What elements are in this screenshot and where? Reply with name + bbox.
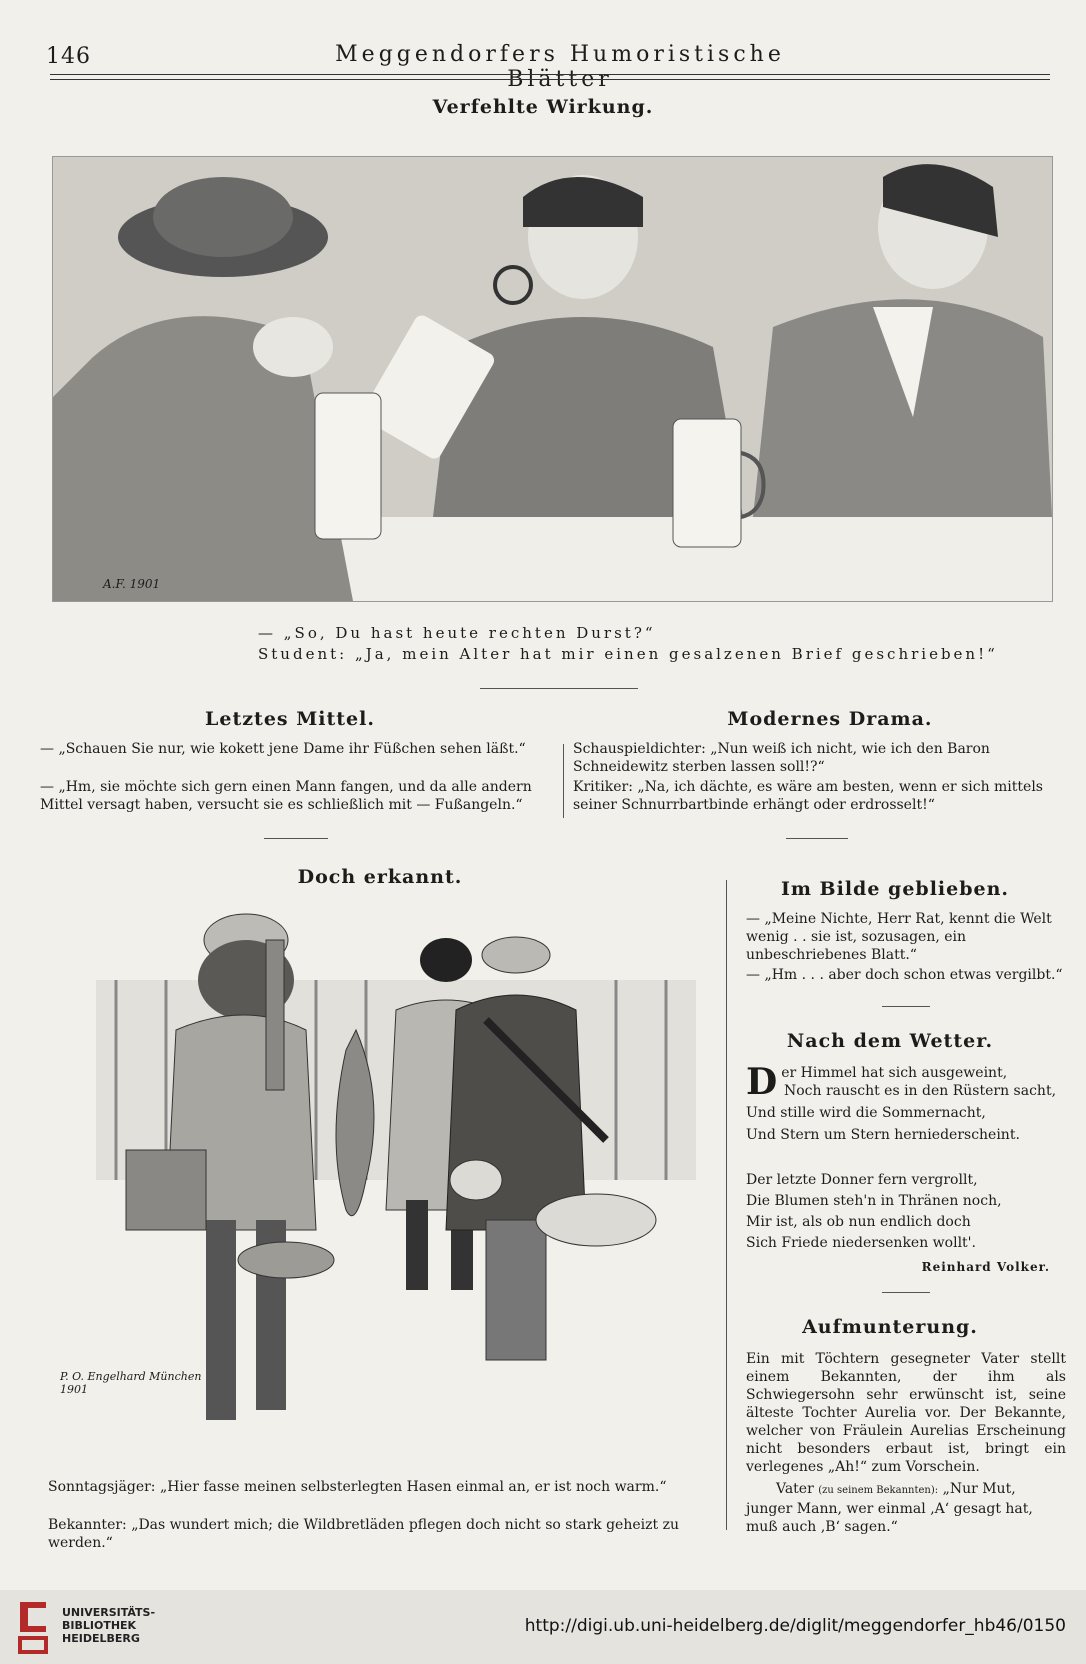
column-divider xyxy=(563,744,564,818)
university-logo-text xyxy=(62,1606,155,1645)
doch-erkannt-illustration xyxy=(56,900,712,1470)
poem-line: Die Blumen steh'n in Thränen noch, xyxy=(746,1193,1002,1209)
poem-dropcap: D xyxy=(746,1061,778,1103)
doch-erkannt-line-1: Sonntagsjäger: „Hier fasse meinen selbsterlegten Hasen einmal an, er ist noch warm.“ xyxy=(48,1479,667,1495)
cartoon1-illustration xyxy=(52,156,1053,602)
quote-text: „Nur Mut, junger Mann, wer einmal ‚A‘ gesagt hat, muß auch ‚B‘ sagen.“ xyxy=(746,1481,1033,1535)
header-rule-top xyxy=(50,74,1050,75)
poem-line: er Himmel hat sich ausgeweint, xyxy=(781,1065,1008,1081)
divider xyxy=(264,838,328,839)
im-bilde-line-2: — „Hm . . . aber doch schon etwas vergilbt.“ xyxy=(746,967,1063,983)
source-url-link[interactable]: http://digi.ub.uni-heidelberg.de/diglit/meggendorfer_hb46/0150 xyxy=(524,1616,1066,1636)
doch-erkannt-line-2: Bekannter: „Das wundert mich; die Wildbretläden pflegen doch nicht so stark geheizt zu werden.“ xyxy=(48,1517,679,1551)
letztes-mittel-line-1: — „Schauen Sie nur, wie kokett jene Dame ihr Füßchen sehen läßt.“ xyxy=(40,741,526,757)
cartoon1-caption-2: Student: „Ja, mein Alter hat mir einen gesalzenen Brief geschrieben!“ xyxy=(258,645,998,663)
header-rule-bottom xyxy=(50,79,1050,80)
cartoon1-caption-1: — „So, Du hast heute rechten Durst?“ xyxy=(258,624,656,642)
quote-aside: (zu seinem Bekannten): xyxy=(818,1485,939,1496)
modernes-drama-line-1: Schauspieldichter: „Nun weiß ich nicht, wie ich den Baron Schneidewitz sterben lassen soll!?“ xyxy=(573,741,990,775)
tavern-scene-drawing xyxy=(53,157,1052,601)
nach-dem-wetter-title: Nach dem Wetter. xyxy=(786,1030,994,1052)
im-bilde-line-1: — „Meine Nichte, Herr Rat, kennt die Welt wenig . . sie ist, sozusagen, ein unbeschriebenes Blatt.“ xyxy=(746,911,1052,963)
divider xyxy=(480,688,638,689)
aufmunterung-text: Ein mit Töchtern gesegneter Vater stellt einem Bekannten, der ihm als Schwiegersohn sehr erwünscht ist, seine älteste Tochter Aurelia vor. Der Bekannte, welcher von Fräulein Aurelias Erscheinung nicht besonders erbaut ist, bringt ein verlegenes „Ah!“ zum Vorschein. xyxy=(746,1351,1066,1475)
poem-line: Und stille wird die Sommernacht, xyxy=(746,1105,986,1121)
poem-line: Mir ist, als ob nun endlich doch xyxy=(746,1214,971,1230)
publication-title: Meggendorfers Humoristische Blätter xyxy=(335,42,785,92)
doch-erkannt-title: Doch erkannt. xyxy=(297,866,463,888)
poem-line: Der letzte Donner fern vergrollt, xyxy=(746,1172,978,1188)
poem-line: Noch rauscht es in den Rüstern sacht, xyxy=(784,1083,1057,1099)
poem-stanza-1 xyxy=(746,1061,1066,1144)
doch-erkannt-signature: P. O. Engelhard München 1901 xyxy=(60,1370,202,1396)
divider xyxy=(882,1292,930,1293)
aufmunterung-quote-block xyxy=(746,1480,1066,1536)
poem-author: Reinhard Volker. xyxy=(921,1260,1050,1274)
logo-line: UNIVERSITÄTS- xyxy=(62,1606,156,1619)
im-bilde-title: Im Bilde geblieben. xyxy=(780,878,1010,900)
logo-line: BIBLIOTHEK xyxy=(62,1619,137,1632)
poem-stanza-2 xyxy=(746,1170,1066,1254)
column-divider-right xyxy=(726,880,727,1530)
modernes-drama-line-2: Kritiker: „Na, ich dächte, es wäre am besten, wenn er sich mittels seiner Schnurrbartbinde erhängt oder erdrosselt!“ xyxy=(573,779,1043,813)
aufmunterung-title: Aufmunterung. xyxy=(802,1316,978,1338)
cartoon1-title: Verfehlte Wirkung. xyxy=(432,96,654,118)
poem-line: Und Stern um Stern herniederscheint. xyxy=(746,1127,1020,1143)
modernes-drama-title: Modernes Drama. xyxy=(727,708,933,730)
divider xyxy=(786,838,848,839)
cartoon1-signature: A.F. 1901 xyxy=(103,577,161,591)
page-number: 146 xyxy=(46,44,91,69)
poem-line: Sich Friede niedersenken wollt'. xyxy=(746,1235,976,1251)
university-logo-icon xyxy=(16,1598,52,1656)
letztes-mittel-title: Letztes Mittel. xyxy=(205,708,375,730)
quote-speaker: Vater xyxy=(776,1481,814,1497)
footer-bar xyxy=(0,1590,1086,1664)
logo-line: HEIDELBERG xyxy=(62,1632,140,1645)
letztes-mittel-line-2: — „Hm, sie möchte sich gern einen Mann fangen, und da alle andern Mittel versagt haben, versucht sie es schließlich mit — Fußangeln.“ xyxy=(40,779,532,813)
divider xyxy=(882,1006,930,1007)
